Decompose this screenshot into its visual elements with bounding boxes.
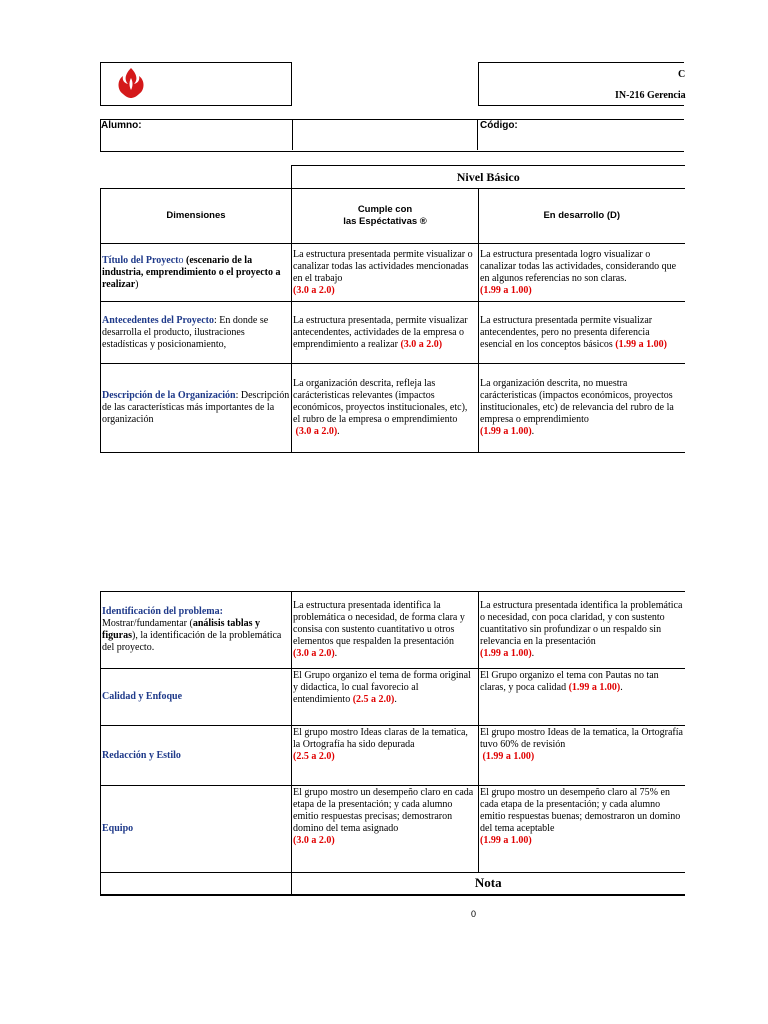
alumno-label: Alumno: — [101, 120, 142, 131]
table-row — [101, 592, 685, 669]
cumple-cell: El Grupo organizo el tema de forma original y didactica, lo cual favorecio al entendimiento (2.5 a 2.0). — [292, 669, 479, 726]
table-row — [101, 786, 685, 873]
nota-label: Nota — [292, 873, 685, 895]
cumple-cell: La estructura presentada, permite visualizar antecendentes, actividades de la empresa o emprendimiento a realizar (3.0 a 2.0) — [292, 302, 479, 364]
codigo-label: Código: — [480, 120, 518, 131]
alumno-field[interactable] — [292, 120, 478, 150]
desarrollo-cell: La organización descrita, no muestra carácteristicas (impactos económicos, proyectos institucionales, etc) de relevancia del rubro de la empresa o emprendimiento (1.99 a 1.00). — [479, 364, 685, 453]
dimension-cell: Calidad y Enfoque — [101, 669, 292, 726]
dimension-cell: Descripción de la Organización: Descripción de las características más importantes de la organización — [101, 364, 292, 453]
table-row — [101, 364, 685, 453]
university-logo-icon — [111, 66, 151, 104]
dimension-cell: Identificación del problema: Mostrar/fundamentar (análisis tablas y figuras), la identificación de la problemática del proyecto. — [101, 592, 292, 669]
cumple-header: Cumple con las Espéctativas ® — [292, 189, 479, 244]
table-row — [101, 669, 685, 726]
nota-row — [101, 873, 685, 895]
student-row — [100, 119, 684, 152]
cumple-cell: La estructura presentada permite visualizar o canalizar todas las actividades mencionadas en el trabajo (3.0 a 2.0) — [292, 244, 479, 302]
cumple-cell: El grupo mostro un desempeño claro en cada etapa de la presentación; y cada alumno emitio respuestas precisas; demostraron domino del tema asignado (3.0 a 2.0) — [292, 786, 479, 873]
title-box — [478, 62, 684, 106]
course-code: IN-216 Gerencia — [615, 90, 686, 101]
cumple-cell: El grupo mostro Ideas claras de la tematica, la Ortografía ha sido depurada (2.5 a 2.0) — [292, 726, 479, 786]
table-row — [101, 244, 685, 302]
desarrollo-cell: El grupo mostro Ideas de la tematica, la Ortografía tuvo 60% de revisión (1.99 a 1.00) — [479, 726, 685, 786]
cumple-cell: La organización descrita, refleja las carácteristicas relevantes (impactos económicos, proyectos institucionales, etc), el rubro de la empresa o emprendimiento (3.0 a 2.0). — [292, 364, 479, 453]
title-partial: C — [678, 69, 686, 80]
dimension-cell: Antecedentes del Proyecto: En donde se desarrolla el producto, ilustraciones estadísticas y posicionamiento, — [101, 302, 292, 364]
desarrollo-header: En desarrollo (D) — [479, 189, 685, 244]
table-row — [101, 302, 685, 364]
page-number: 0 — [471, 909, 477, 919]
dimension-cell: Redacción y Estilo — [101, 726, 292, 786]
dimensions-header: Dimensiones — [101, 189, 292, 244]
desarrollo-cell: La estructura presentada permite visualizar antecendentes, pero no presenta diferencia esencial en los conceptos básicos (1.99 a 1.00) — [479, 302, 685, 364]
desarrollo-cell: El Grupo organizo el tema con Pautas no tan claras, y poca calidad (1.99 a 1.00). — [479, 669, 685, 726]
cumple-cell: La estructura presentada identifica la problemática o necesidad, de forma clara y consisa con sustento cuantitativo u otros elementos que respalden la presentación (3.0 a 2.0). — [292, 592, 479, 669]
table-row — [101, 726, 685, 786]
logo-box — [100, 62, 292, 106]
nota-empty-cell — [101, 873, 292, 895]
empty-corner — [101, 166, 292, 189]
level-header: Nivel Básico — [292, 166, 685, 189]
rubric-table-bottom — [100, 591, 685, 896]
dimension-cell: Título del Proyecto (escenario de la industria, emprendimiento o el proyecto a realizar) — [101, 244, 292, 302]
rubric-table-top — [100, 165, 685, 453]
desarrollo-cell: La estructura presentada logro visualizar o canalizar todas las actividades, considerando que en algunos referencias no son claras. (1.99 a 1.00) — [479, 244, 685, 302]
dimension-cell: Equipo — [101, 786, 292, 873]
desarrollo-cell: La estructura presentada identifica la problemática o necesidad, con poca claridad, y con sustento cuantitativo sin profundizar o un respaldo sin relevancia en la presentación (1.99 a 1.00). — [479, 592, 685, 669]
desarrollo-cell: El grupo mostro un desempeño claro al 75% en cada etapa de la presentación; y cada alumno emitio respuestas buenas; demostraron un domino del tema aceptable (1.99 a 1.00) — [479, 786, 685, 873]
